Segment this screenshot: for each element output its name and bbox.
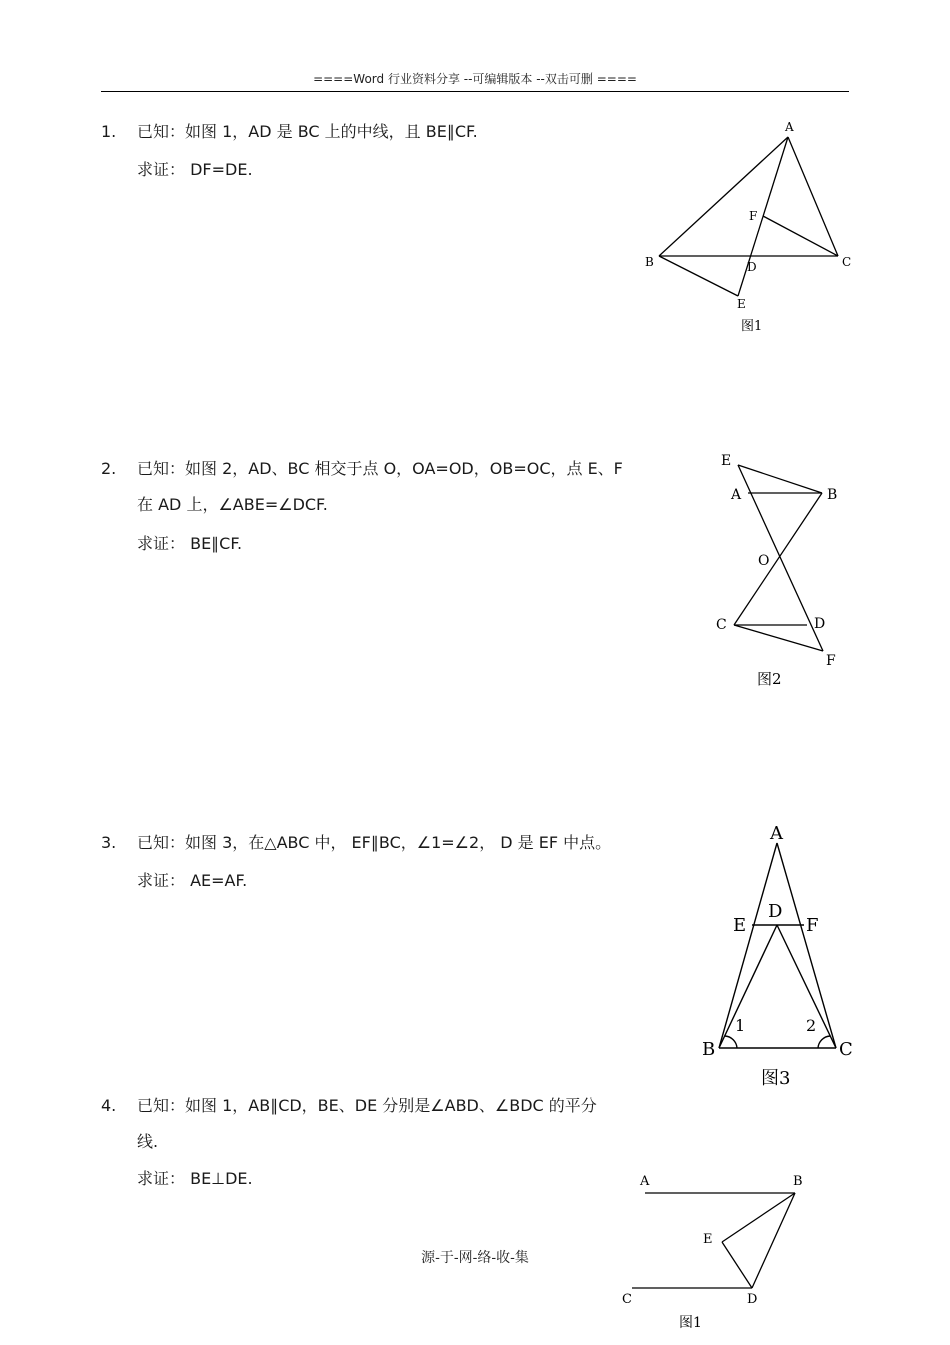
- point-label-f: F: [806, 915, 819, 936]
- point-label-b: B: [702, 1039, 716, 1060]
- problem-number: 4.: [101, 1096, 117, 1115]
- segment-cf: [763, 216, 838, 256]
- figure-3: [695, 820, 865, 1095]
- page-header: ====Word 行业资料分享 --可编辑版本 --双击可删 ====: [313, 72, 637, 86]
- problem-prove: 求证： BE⊥DE.: [137, 1169, 253, 1188]
- problem-given-continued: 线.: [137, 1132, 159, 1151]
- problem-given-continued: 在 AD 上，∠ABE=∠DCF.: [137, 495, 328, 514]
- angle-mark-2: [818, 1036, 830, 1048]
- point-label-b: B: [827, 487, 838, 503]
- figure-caption: 图1: [679, 1315, 702, 1331]
- segment-cf: [734, 625, 823, 651]
- problem-given: 已知：如图 3，在△ABC 中， EF∥BC，∠1=∠2， D 是 EF 中点。: [137, 833, 612, 852]
- problem-number: 3.: [101, 833, 117, 852]
- point-label-f: F: [749, 209, 758, 223]
- figure-caption: 图2: [757, 670, 782, 688]
- point-label-b: B: [793, 1174, 803, 1189]
- segment-be: [659, 256, 738, 296]
- problem-prove: 求证： BE∥CF.: [137, 534, 243, 553]
- page-footer: 源-于-网-络-收-集: [421, 1250, 529, 1266]
- point-label-d: D: [814, 616, 826, 632]
- angle-label-1: 1: [735, 1016, 746, 1035]
- point-label-a: A: [640, 1174, 650, 1189]
- point-label-d: D: [747, 1292, 758, 1307]
- point-label-a: A: [731, 487, 742, 503]
- problem-prove: 求证： DF=DE.: [137, 160, 253, 179]
- problem-given: 已知：如图 1，AD 是 BC 上的中线，且 BE∥CF.: [137, 122, 478, 141]
- point-label-e: E: [703, 1232, 713, 1247]
- problem-prove: 求证： AE=AF.: [137, 871, 248, 890]
- point-label-e: E: [733, 915, 747, 936]
- point-label-d: D: [747, 260, 757, 274]
- segment-eb: [738, 465, 822, 493]
- point-label-a: A: [770, 823, 783, 844]
- problem-given: 已知：如图 2，AD、BC 相交于点 O，OA=OD，OB=OC，点 E、F: [137, 459, 623, 478]
- figure-1: [640, 115, 860, 340]
- figure-caption: 图1: [741, 319, 763, 334]
- problem-number: 2.: [101, 459, 117, 478]
- point-label-e: E: [721, 453, 732, 469]
- point-label-b: B: [645, 255, 654, 269]
- point-label-f: F: [826, 653, 836, 669]
- angle-mark-1: [725, 1036, 737, 1048]
- point-label-c: C: [716, 617, 727, 633]
- angle-label-2: 2: [806, 1016, 817, 1035]
- header-divider: [101, 91, 849, 92]
- problem-given: 已知：如图 1，AB∥CD，BE、DE 分别是∠ABD、∠BDC 的平分: [137, 1096, 597, 1115]
- point-label-e: E: [737, 297, 746, 311]
- figure-3-diagram: [695, 820, 865, 1095]
- problem-number: 1.: [101, 122, 117, 141]
- point-label-d: D: [768, 901, 783, 922]
- figure-2: [710, 448, 860, 693]
- segment-ab: [719, 843, 777, 1048]
- segment-ac: [788, 137, 838, 256]
- point-label-c: C: [842, 255, 852, 269]
- point-label-c: C: [622, 1292, 632, 1307]
- segment-bc: [734, 493, 822, 625]
- point-label-c: C: [839, 1039, 853, 1060]
- figure-2-diagram: [710, 448, 860, 693]
- figure-caption: 图3: [761, 1068, 791, 1089]
- figure-1-diagram: [640, 115, 860, 340]
- point-label-a: A: [785, 120, 794, 134]
- point-label-o: O: [758, 553, 770, 569]
